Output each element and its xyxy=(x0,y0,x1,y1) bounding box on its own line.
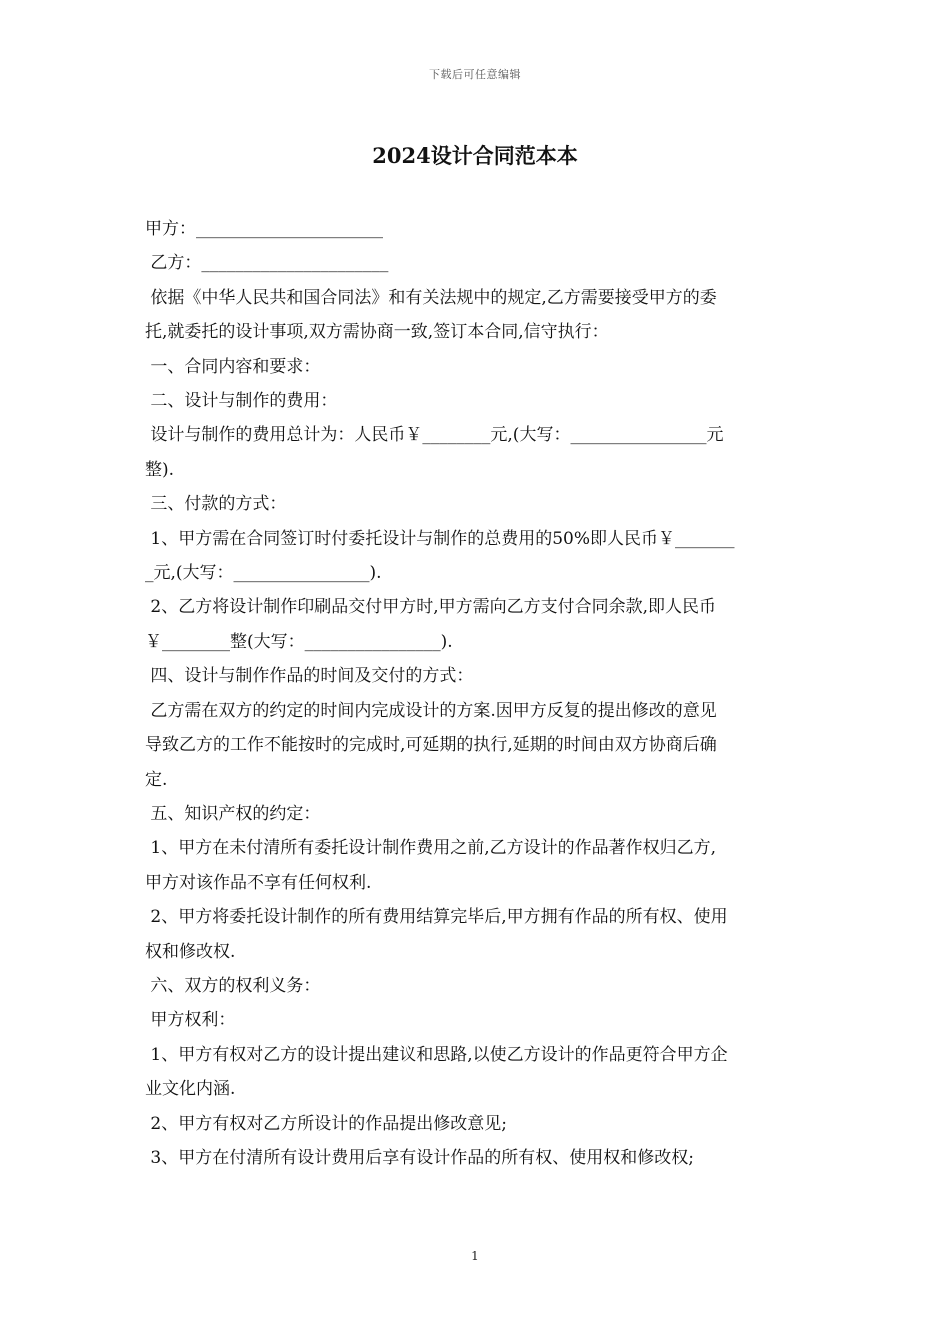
party-a-rights-heading: 甲方权利： xyxy=(145,1010,236,1031)
rights-clause-2: 2、甲方有权对乙方所设计的作品提出修改意见; xyxy=(145,1113,507,1134)
party-a-line: 甲方：______________________ xyxy=(145,219,383,239)
payment-clause-2-line-1: 2、乙方将设计制作印刷品交付甲方时,甲方需向乙方支付合同余款,即人民币 xyxy=(145,597,717,618)
delivery-clause-line-1: 乙方需在双方的约定的时间内完成设计的方案.因甲方反复的提出修改的意见 xyxy=(145,700,717,721)
delivery-clause-line-3: 定. xyxy=(145,769,168,790)
section-heading-3: 三、付款的方式： xyxy=(145,494,287,515)
page-number: 1 xyxy=(471,1249,479,1263)
fee-total-line-1: 设计与制作的费用总计为：人民币￥________元,(大写：________________元 xyxy=(145,425,724,446)
section-heading-4: 四、设计与制作作品的时间及交付的方式： xyxy=(145,666,474,687)
preamble-line-2: 托,就委托的设计事项,双方需协商一致,签订本合同,信守执行： xyxy=(145,322,609,343)
party-b-line: 乙方：______________________ xyxy=(145,253,389,274)
section-heading-6: 六、双方的权利义务： xyxy=(145,975,321,996)
preamble-line-1: 依据《中华人民共和国合同法》和有关法规中的规定,乙方需要接受甲方的委 xyxy=(145,287,717,308)
ip-clause-1-line-1: 1、甲方在未付清所有委托设计制作费用之前,乙方设计的作品著作权归乙方, xyxy=(145,838,717,859)
delivery-clause-line-2: 导致乙方的工作不能按时的完成时,可延期的执行,延期的时间由双方协商后确 xyxy=(145,735,717,756)
payment-clause-1-line-2: _元,(大写：________________). xyxy=(145,563,382,584)
ip-clause-2-line-1: 2、甲方将委托设计制作的所有费用结算完毕后,甲方拥有作品的所有权、使用 xyxy=(145,907,728,928)
ip-clause-2-line-2: 权和修改权. xyxy=(145,941,236,962)
rights-clause-1-line-2: 业文化内涵. xyxy=(145,1079,236,1100)
document-title: 2024设计合同范本本 xyxy=(372,143,578,168)
rights-clause-1-line-1: 1、甲方有权对乙方的设计提出建议和思路,以使乙方设计的作品更符合甲方企 xyxy=(145,1044,728,1065)
section-heading-5: 五、知识产权的约定： xyxy=(145,803,321,824)
section-heading-1: 一、合同内容和要求： xyxy=(145,356,321,377)
payment-clause-2-line-2: ￥________整(大写：________________). xyxy=(145,631,453,652)
payment-clause-1-line-1: 1、甲方需在合同签订时付委托设计与制作的总费用的50%即人民币￥_______ xyxy=(145,528,735,549)
section-heading-2: 二、设计与制作的费用： xyxy=(145,391,338,412)
ip-clause-1-line-2: 甲方对该作品不享有任何权利. xyxy=(145,872,372,893)
header-note: 下载后可任意编辑 xyxy=(429,68,521,81)
rights-clause-3: 3、甲方在付清所有设计费用后享有设计作品的所有权、使用权和修改权; xyxy=(145,1147,694,1168)
contract-body xyxy=(145,212,810,1175)
fee-total-line-2: 整). xyxy=(145,459,175,480)
